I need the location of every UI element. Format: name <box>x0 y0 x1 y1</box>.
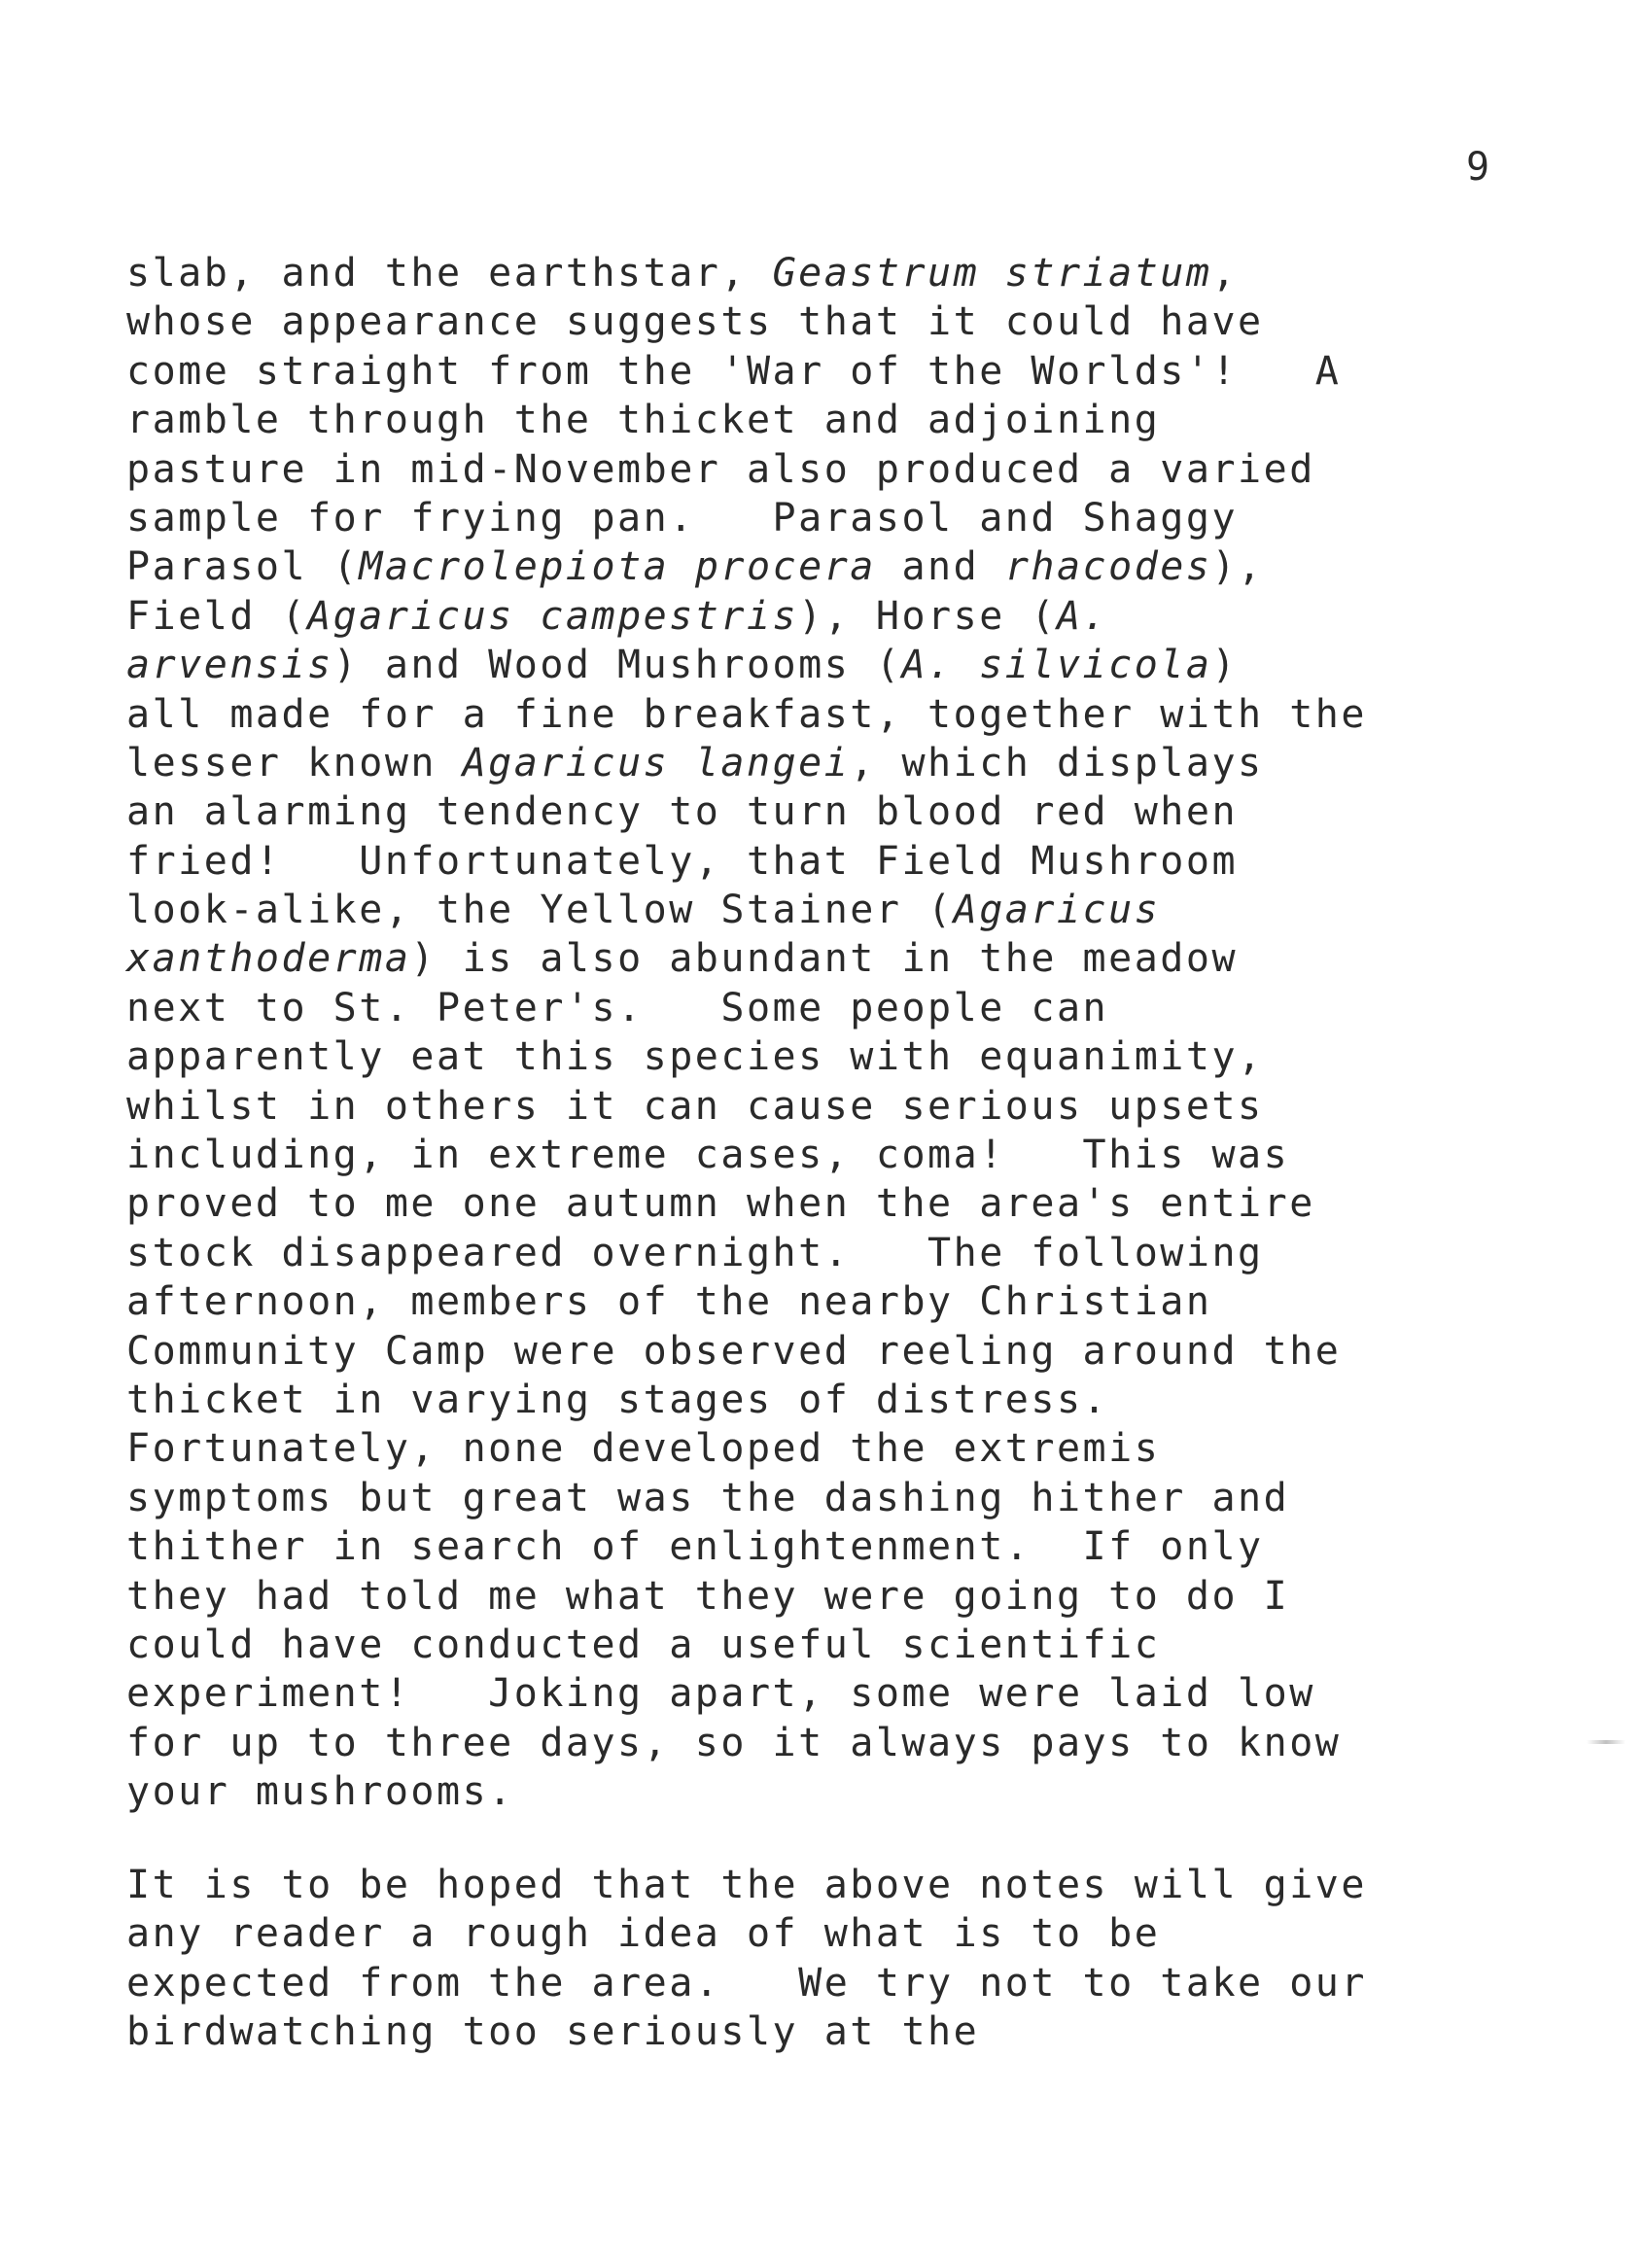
text-run: all made for a fine breakfast, together with the <box>126 691 1367 737</box>
text-run: whilst in others it can cause serious upsets <box>126 1083 1264 1129</box>
italic-species-name: Geastrum striatum <box>772 251 1212 296</box>
text-line <box>126 1082 1367 1131</box>
text-run: ) and Wood Mushrooms ( <box>332 643 902 688</box>
text-run: thither in search of enlightenment. If only <box>126 1524 1264 1570</box>
scan-mark <box>1587 1740 1626 1744</box>
text-line <box>126 1376 1367 1424</box>
text-line <box>126 1767 1367 1816</box>
italic-species-name: A. <box>1056 593 1109 639</box>
text-run: ) is also abundant in the meadow <box>410 936 1239 982</box>
text-run: Parasol ( <box>126 544 360 590</box>
text-line <box>126 2007 1367 2056</box>
text-run: for up to three days, so it always pays to know <box>126 1720 1342 1765</box>
text-line <box>126 542 1367 591</box>
text-run: thicket in varying stages of distress. <box>126 1377 1109 1422</box>
text-line <box>126 1032 1367 1081</box>
page-number: 9 <box>1466 145 1490 190</box>
text-line <box>126 297 1367 346</box>
text-run: ), <box>1211 544 1264 590</box>
text-run: lesser known <box>126 740 463 785</box>
text-line <box>126 934 1367 983</box>
text-line <box>126 1719 1367 1767</box>
text-line <box>126 249 1367 297</box>
text-run: , <box>1211 251 1239 296</box>
text-run: Field ( <box>126 593 308 639</box>
text-run: It is to be hoped that the above notes will give <box>126 1863 1367 1907</box>
text-line <box>126 1327 1367 1376</box>
text-line <box>126 1474 1367 1522</box>
text-line <box>126 984 1367 1032</box>
text-run: Fortunately, none developed the extremis <box>126 1426 1161 1472</box>
text-run: sample for frying pan. Parasol and Shaggy <box>126 495 1239 541</box>
text-line <box>126 494 1367 542</box>
text-line <box>126 396 1367 444</box>
text-line <box>126 1424 1367 1473</box>
text-run: your mushrooms. <box>126 1769 514 1815</box>
text-run: they had told me what they were going to do I <box>126 1573 1290 1619</box>
paragraph-conclusion <box>126 1861 1367 2057</box>
text-line <box>126 787 1367 836</box>
paragraph-mushrooms <box>126 249 1367 1817</box>
text-run: stock disappeared overnight. The following <box>126 1230 1264 1275</box>
text-line <box>126 445 1367 494</box>
text-run: experiment! Joking apart, some were laid low <box>126 1671 1315 1717</box>
text-run: any reader a rough idea of what is to be <box>126 1911 1161 1957</box>
text-run: could have conducted a useful scientific <box>126 1622 1161 1667</box>
text-line <box>126 739 1367 787</box>
text-line <box>126 1277 1367 1326</box>
text-run: slab, and the earthstar, <box>126 251 773 296</box>
text-line <box>126 690 1367 739</box>
text-line <box>126 1179 1367 1228</box>
text-run: proved to me one autumn when the area's entire <box>126 1181 1315 1227</box>
text-line <box>126 1861 1367 1909</box>
text-run: next to St. Peter's. Some people can <box>126 985 1109 1030</box>
text-run: afternoon, members of the nearby Christian <box>126 1279 1212 1325</box>
italic-species-name: Agaricus <box>953 888 1161 933</box>
text-run: look-alike, the Yellow Stainer ( <box>126 888 954 933</box>
text-run: including, in extreme cases, coma! This was <box>126 1133 1290 1178</box>
text-line <box>126 1909 1367 1958</box>
text-line <box>126 886 1367 934</box>
italic-species-name: A. silvicola <box>901 643 1212 688</box>
text-run: ), Horse ( <box>798 593 1057 639</box>
italic-species-name: arvensis <box>126 643 333 688</box>
text-line <box>126 347 1367 396</box>
text-run: whose appearance suggests that it could have <box>126 299 1264 345</box>
text-run: an alarming tendency to turn blood red when <box>126 789 1239 835</box>
text-run: apparently eat this species with equanimity, <box>126 1034 1264 1080</box>
italic-species-name: Macrolepiota procera <box>359 544 876 590</box>
italic-species-name: Agaricus campestris <box>307 593 799 639</box>
italic-species-name: rhacodes <box>1004 544 1212 590</box>
text-line <box>126 1959 1367 2007</box>
text-line <box>126 592 1367 641</box>
text-run: ramble through the thicket and adjoining <box>126 398 1161 443</box>
text-line <box>126 1669 1367 1718</box>
text-line <box>126 1621 1367 1669</box>
text-line <box>126 837 1367 886</box>
text-line <box>126 1131 1367 1179</box>
text-line <box>126 1522 1367 1571</box>
text-run: fried! Unfortunately, that Field Mushroom <box>126 838 1239 884</box>
italic-species-name: xanthoderma <box>126 936 411 982</box>
text-run: come straight from the 'War of the Worlds'! A <box>126 348 1342 394</box>
text-run: symptoms but great was the dashing hither and <box>126 1475 1290 1520</box>
text-line <box>126 1229 1367 1277</box>
text-run: pasture in mid-November also produced a varied <box>126 446 1315 492</box>
text-line <box>126 1572 1367 1621</box>
italic-species-name: Agaricus langei <box>462 740 851 785</box>
text-run: expected from the area. We try not to take our <box>126 1960 1367 2006</box>
text-run: ) <box>1211 643 1239 688</box>
text-run: , which displays <box>850 740 1264 785</box>
text-run: birdwatching too seriously at the <box>126 2009 980 2055</box>
text-run: Community Camp were observed reeling around the <box>126 1328 1342 1374</box>
text-run: and <box>875 544 1005 590</box>
text-line <box>126 641 1367 689</box>
